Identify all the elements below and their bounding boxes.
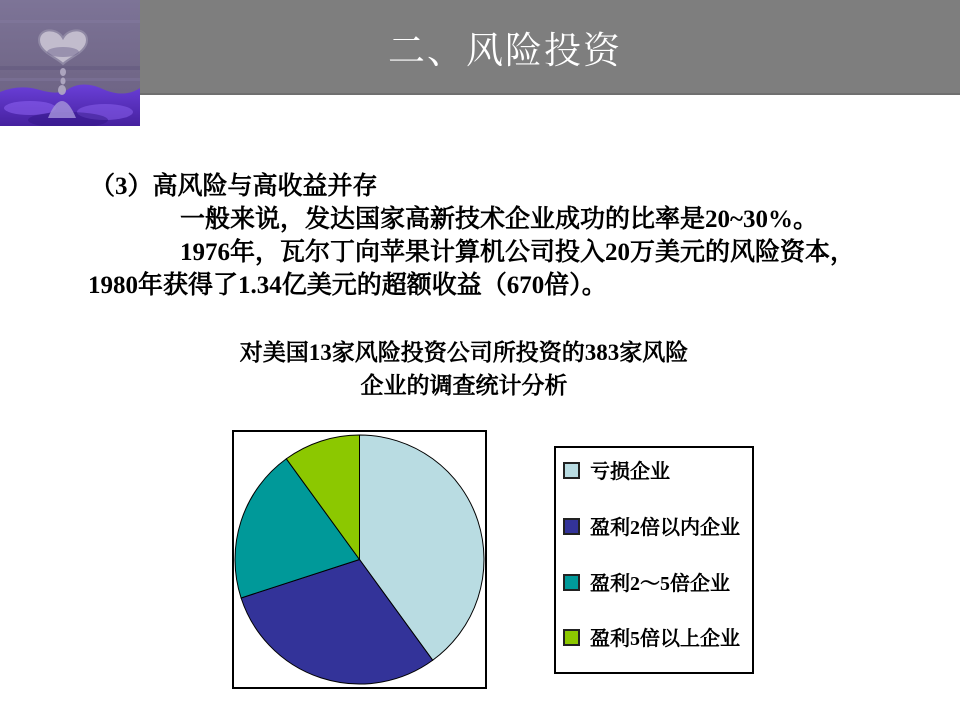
body-line-3: 1976年，瓦尔丁向苹果计算机公司投入20万美元的风险资本，: [180, 239, 856, 266]
chart-title: [230, 336, 698, 402]
legend-swatch-profit-over-5x: [563, 629, 580, 646]
legend-swatch-profit-2-5x: [563, 574, 580, 591]
body-line-4: 1980年获得了1.34亿美元的超额收益（670倍）。: [88, 272, 607, 299]
chart-title-line-1: 对美国13家风险投资公司所投资的383家风险: [239, 340, 689, 365]
water-droplet-photo: [0, 0, 140, 126]
pie-chart: [232, 430, 487, 689]
slide-title: 二、风险投资: [388, 30, 622, 72]
chart-legend: [554, 446, 754, 674]
body-line-1: （3）高风险与高收益并存: [90, 173, 378, 200]
legend-label: 盈利5倍以上企业: [590, 628, 740, 650]
body-text-block: [88, 170, 933, 302]
body-line-2: 一般来说，发达国家高新技术企业成功的比率是20~30%。: [180, 206, 819, 233]
title-bar: [140, 0, 960, 95]
legend-item: [563, 459, 743, 486]
legend-swatch-loss: [563, 462, 580, 479]
legend-item: [563, 515, 743, 542]
chart-title-line-2: 企业的调查统计分析: [360, 373, 568, 398]
legend-label: 盈利2～5倍企业: [590, 573, 730, 595]
legend-label: 亏损企业: [590, 461, 670, 483]
legend-item: [563, 626, 743, 653]
water-droplet-image: [0, 0, 140, 126]
pie-chart-svg: [234, 432, 485, 687]
legend-item: [563, 571, 743, 598]
legend-label: 盈利2倍以内企业: [590, 517, 740, 539]
legend-swatch-profit-under-2x: [563, 518, 580, 535]
